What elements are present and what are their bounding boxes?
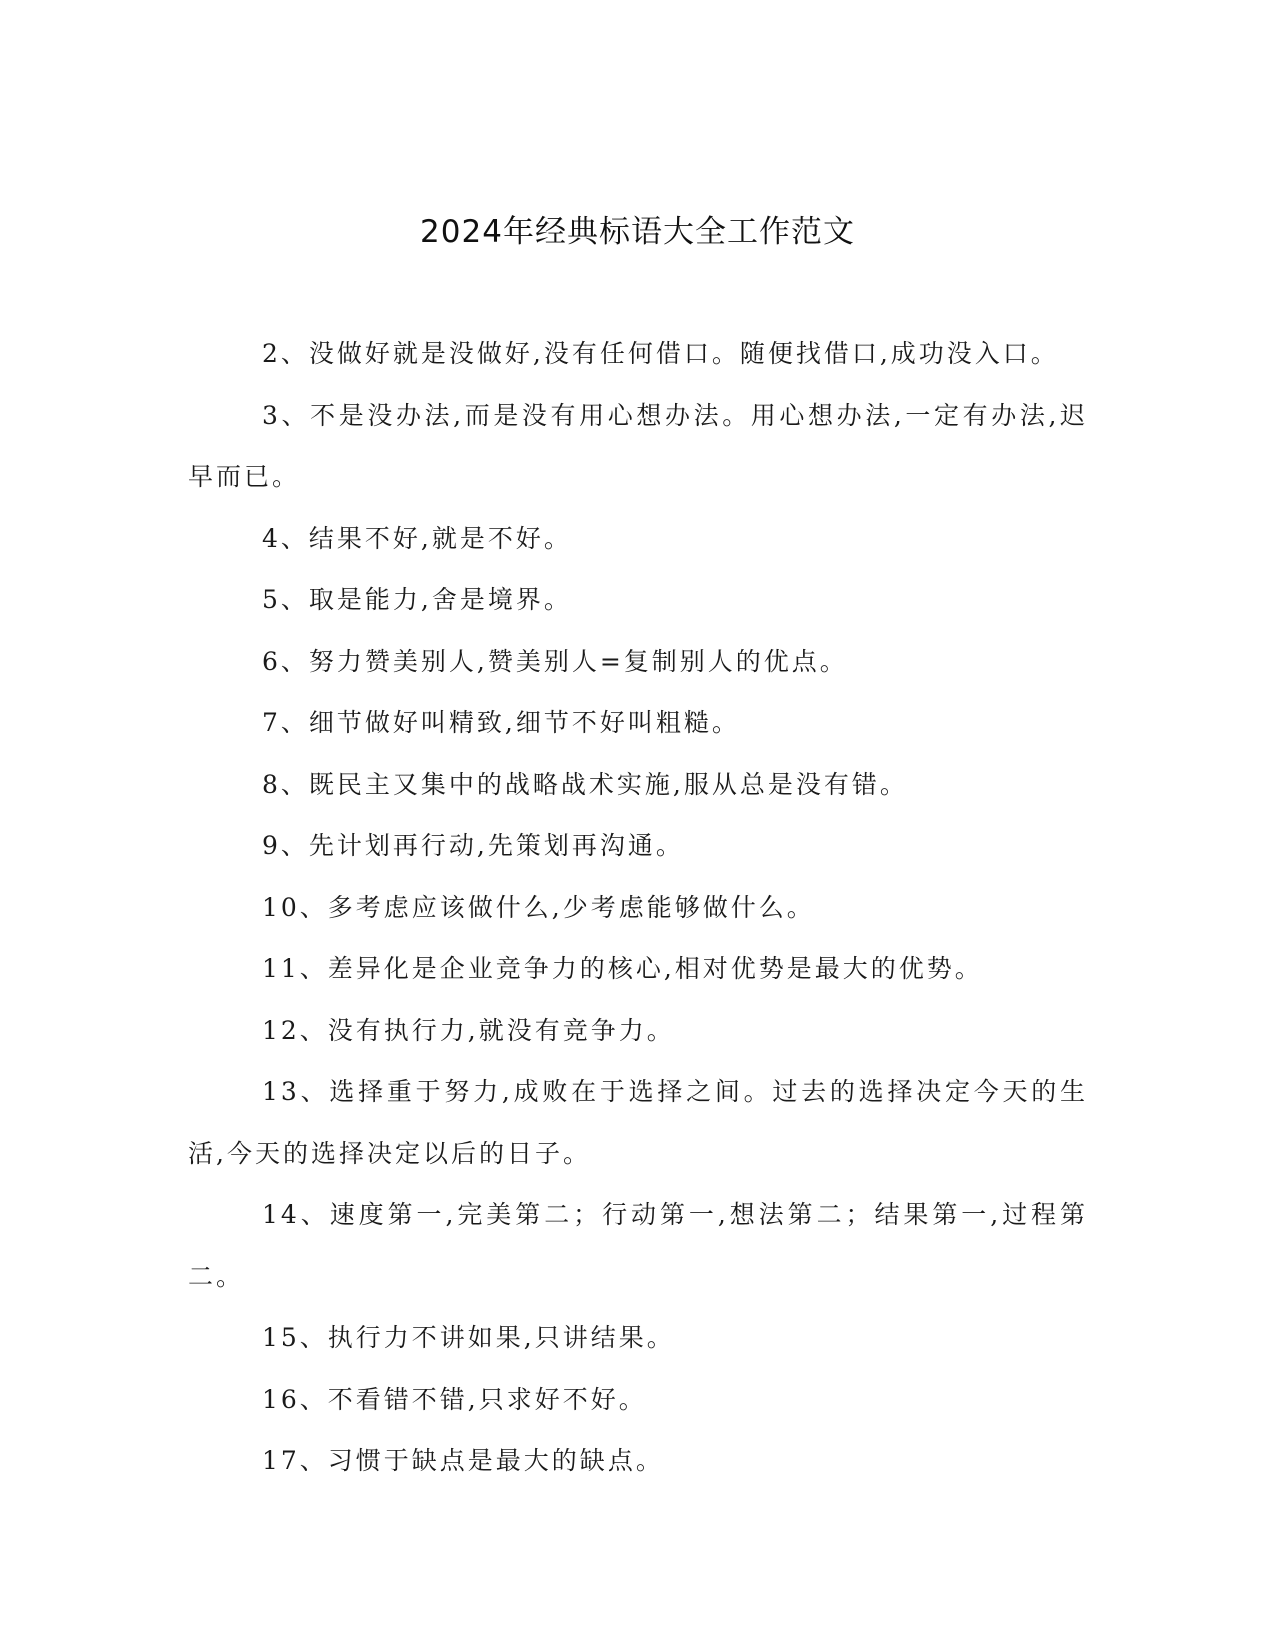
slogan-paragraph: 12、没有执行力,就没有竞争力。 [262,1015,675,1045]
slogan-paragraph: 5、取是能力,舍是境界。 [262,585,572,614]
slogan-paragraph: 8、既民主又集中的战略战术实施,服从总是没有错。 [262,769,908,799]
slogan-paragraph: 17、习惯于缺点是最大的缺点。 [262,1446,664,1475]
slogan-paragraph: 10、多考虑应该做什么,少考虑能够做什么。 [262,892,815,922]
slogan-paragraph: 7、细节做好叫精致,细节不好叫粗糙。 [262,708,740,737]
slogan-paragraph: 14、速度第一,完美第二；行动第一,想法第二；结果第一,过程第二。 [188,1200,1088,1291]
slogan-paragraph: 13、选择重于努力,成败在于选择之间。过去的选择决定今天的生活,今天的选择决定以后的日子。 [188,1077,1088,1168]
slogan-paragraph: 6、努力赞美别人,赞美别人=复制别人的优点。 [262,646,848,676]
slogan-paragraph: 9、先计划再行动,先策划再沟通。 [262,831,684,860]
slogan-paragraph: 16、不看错不错,只求好不好。 [262,1384,647,1414]
slogan-paragraph: 11、差异化是企业竞争力的核心,相对优势是最大的优势。 [262,954,983,983]
document-body [188,323,1088,1492]
document-title: 2024年经典标语大全工作范文 [420,214,855,250]
slogan-paragraph: 2、没做好就是没做好,没有任何借口。随便找借口,成功没入口。 [262,339,1059,368]
slogan-paragraph: 15、执行力不讲如果,只讲结果。 [262,1323,675,1352]
slogan-paragraph: 3、不是没办法,而是没有用心想办法。用心想办法,一定有办法,迟早而已。 [188,400,1088,491]
slogan-paragraph: 4、结果不好,就是不好。 [262,523,572,553]
